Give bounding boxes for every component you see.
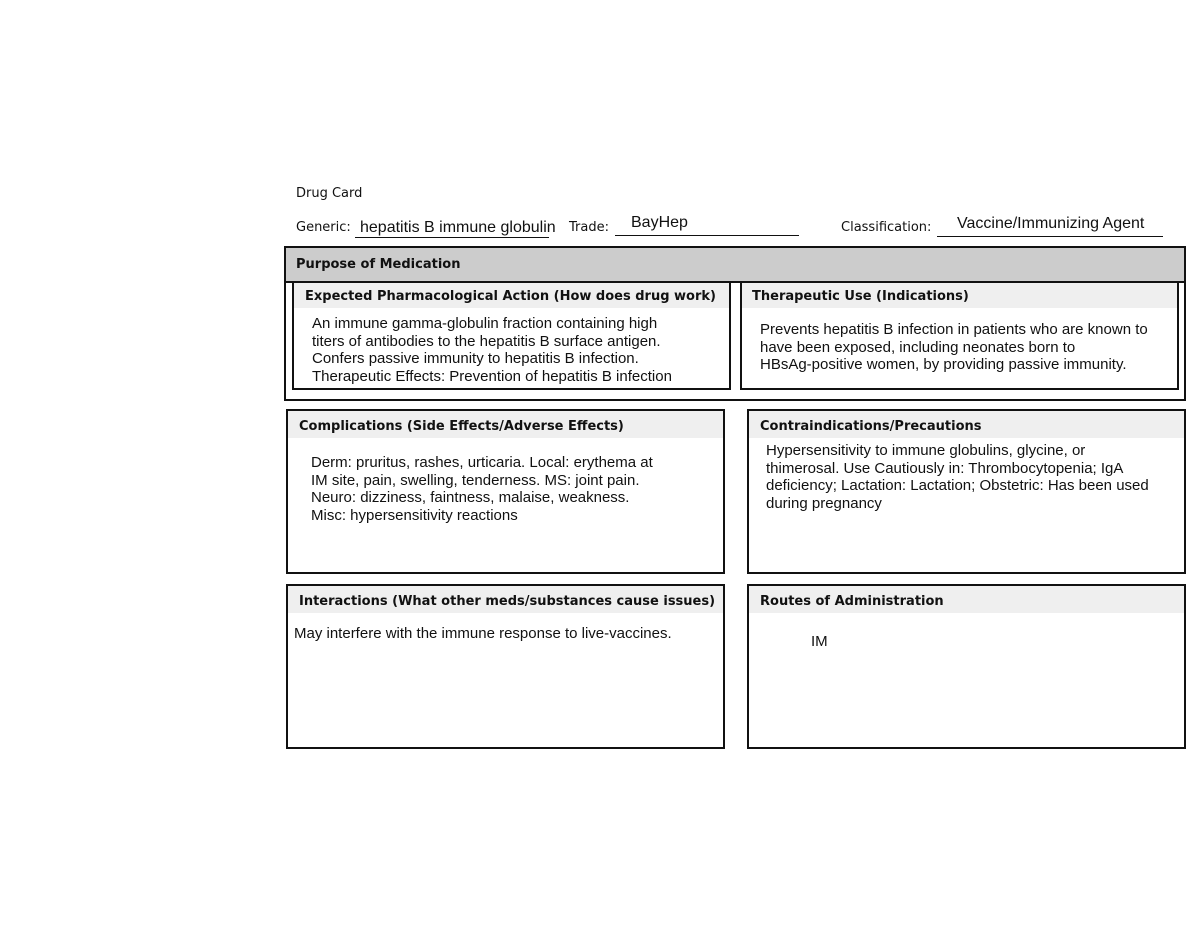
complications-box [286, 409, 725, 574]
generic-label: Generic: [296, 220, 351, 235]
action-text[interactable]: An immune gamma-globulin fraction containing high titers of antibodies to the hepatitis B surface antigen. Confers passive immunity to hepatitis B infection. Therapeutic Effects: Prevention of hepatitis B infection [312, 315, 672, 385]
interactions-box [286, 584, 725, 749]
trade-label: Trade: [569, 220, 609, 235]
complications-text[interactable]: Derm: pruritus, rashes, urticaria. Local: erythema at IM site, pain, swelling, tenderness. MS: joint pain. Neuro: dizziness, faintness, malaise, weakness. Misc: hypersensitivity reactions [311, 454, 653, 524]
routes-box [747, 584, 1186, 749]
action-heading: Expected Pharmacological Action (How does drug work) [305, 289, 716, 304]
card-title: Drug Card [296, 186, 363, 201]
routes-heading: Routes of Administration [760, 594, 944, 609]
contraindications-box [747, 409, 1186, 574]
use-text[interactable]: Prevents hepatitis B infection in patients who are known to have been exposed, including neonates born to HBsAg-positive women, by providing passive immunity. [760, 321, 1148, 373]
contraindications-text[interactable]: Hypersensitivity to immune globulins, glycine, or thimerosal. Use Cautiously in: Thrombocytopenia; IgA deficiency; Lactation: Lactation; Obstetric: Has been used during pregnancy [766, 442, 1149, 512]
purpose-heading: Purpose of Medication [296, 257, 461, 272]
generic-value[interactable]: hepatitis B immune globulin [360, 219, 556, 236]
routes-text[interactable]: IM [811, 633, 828, 650]
action-box [292, 281, 731, 390]
trade-value[interactable]: BayHep [631, 214, 688, 231]
complications-heading: Complications (Side Effects/Adverse Effects) [299, 419, 624, 434]
interactions-heading: Interactions (What other meds/substances cause issues) [299, 594, 716, 609]
use-heading: Therapeutic Use (Indications) [752, 289, 969, 304]
generic-underline [355, 237, 549, 238]
classification-underline [937, 236, 1163, 237]
interactions-text[interactable]: May interfere with the immune response to live-vaccines. [294, 625, 672, 642]
classification-value[interactable]: Vaccine/Immunizing Agent [957, 215, 1145, 232]
contraindications-heading: Contraindications/Precautions [760, 419, 982, 434]
use-box [740, 281, 1179, 390]
trade-underline [615, 235, 799, 236]
classification-label: Classification: [841, 220, 932, 235]
